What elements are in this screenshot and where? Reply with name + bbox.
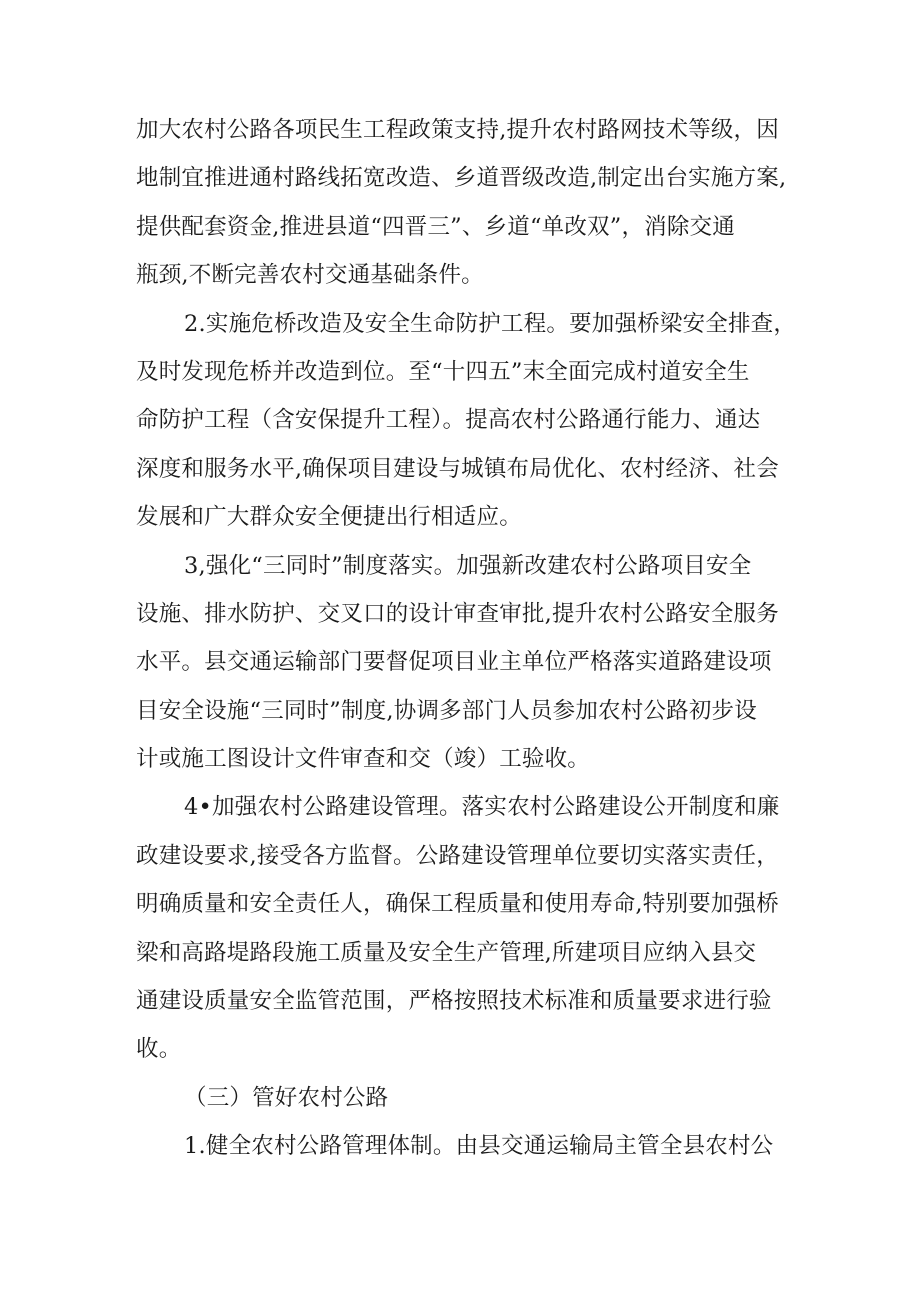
text-line: 政建设要求,接受各方监督。公路建设管理单位要切实落实责任， <box>136 842 779 869</box>
text-line: 3,强化“三同时”制度落实。加强新改建农村公路项目安全 <box>184 552 752 579</box>
text-line: 通建设质量安全监管范围，严格按照技术标准和质量要求进行验 <box>136 988 772 1015</box>
text-line: 目安全设施“三同时”制度,协调多部门人员参加农村公路初步设 <box>136 697 757 724</box>
text-line: 提供配套资金,推进县道“四晋三”、乡道“单改双”，消除交通 <box>136 213 735 240</box>
text-line: 收。 <box>136 1036 182 1063</box>
text-line: 2.实施危桥改造及安全生命防护工程。要加强桥梁安全排查， <box>184 310 797 337</box>
text-line: 计或施工图设计文件审查和交（竣）工验收。 <box>136 746 591 773</box>
text-line: 地制宜推进通村路线拓宽改造、乡道晋级改造,制定出台实施方案, <box>136 165 787 192</box>
text-line: 梁和高路堤路段施工质量及安全生产管理,所建项目应纳入县交 <box>136 939 757 966</box>
text-line: 发展和广大群众安全便捷出行相适应。 <box>136 504 522 531</box>
paragraph-item-1 <box>136 1122 796 1170</box>
document-body <box>136 106 796 1171</box>
text-line: 水平。县交通运输部门要督促项目业主单位严格落实道路建设项 <box>136 649 772 676</box>
text-line: 及时发现危桥并改造到位。至“十四五”末全面完成村道安全生 <box>136 358 750 385</box>
text-line: 4•加强农村公路建设管理。落实农村公路建设公开制度和廉 <box>184 794 780 821</box>
text-line: 瓶颈,不断完善农村交通基础条件。 <box>136 262 484 289</box>
paragraph-item-3 <box>136 542 796 784</box>
text-line: 命防护工程（含安保提升工程）。提高农村公路通行能力、通达 <box>136 407 761 434</box>
text-line: 1.健全农村公路管理体制。由县交通运输局主管全县农村公 <box>184 1133 774 1160</box>
text-line: 深度和服务水平,确保项目建设与城镇布局优化、农村经济、社会 <box>136 455 779 482</box>
text-line: 加大农村公路各项民生工程政策支持,提升农村路网技术等级，因 <box>136 117 779 143</box>
text-line: 明确质量和安全责任人，确保工程质量和使用寿命,特别要加强桥 <box>136 891 779 918</box>
paragraph-item-4 <box>136 783 796 1073</box>
paragraph-item-2 <box>136 300 796 542</box>
section-heading-3 <box>136 1074 796 1122</box>
text-line: 设施、排水防护、交叉口的设计审查审批,提升农村公路安全服务 <box>136 600 779 627</box>
section-heading: （三）管好农村公路 <box>184 1084 389 1111</box>
paragraph-intro <box>136 106 796 300</box>
